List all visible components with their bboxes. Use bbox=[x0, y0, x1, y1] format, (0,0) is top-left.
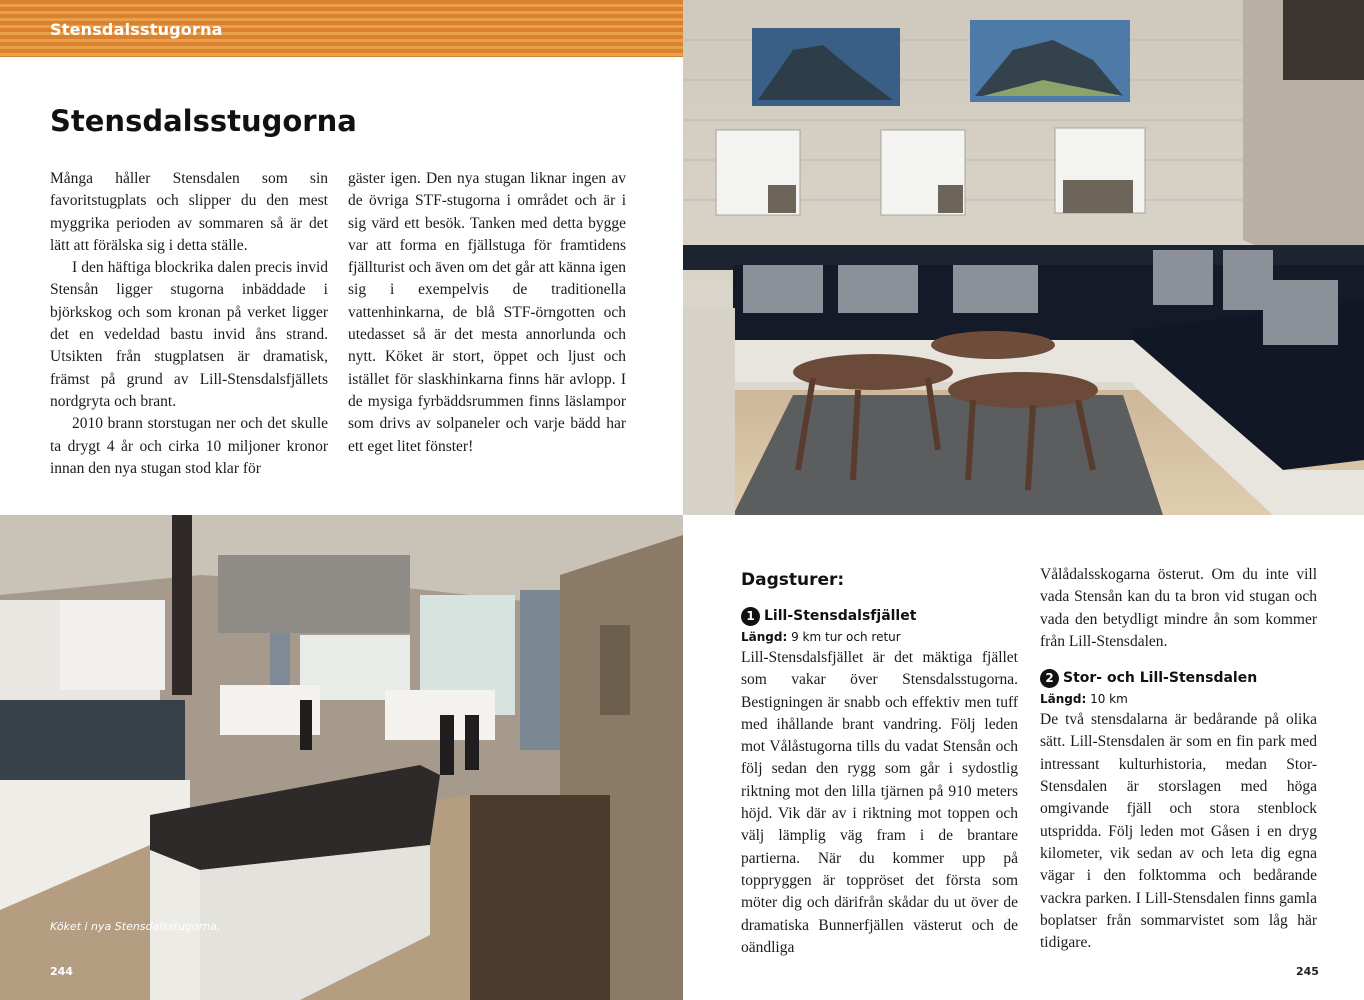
article-column-2 bbox=[348, 168, 626, 458]
paragraph: 2010 brann storstugan ner och det skulle ta drygt 4 år och cirka 10 miljoner kronor innan den nya stugan stod klar för bbox=[50, 415, 328, 477]
trip-number-badge: 2 bbox=[1040, 669, 1059, 688]
chapter-header-label: Stensdalsstugorna bbox=[50, 20, 223, 39]
length-label: Längd: bbox=[1040, 692, 1087, 707]
paragraph: Många håller Stensdalen som sin favoritstugplats och slipper du den mest myggrika perioden av sommaren så är det lätt att förälska sig i detta ställe. bbox=[50, 170, 328, 254]
length-label: Längd: bbox=[741, 630, 788, 644]
trip-title: Stor- och Lill-Stensdalen bbox=[1063, 670, 1258, 687]
page-title: Stensdalsstugorna bbox=[50, 104, 357, 138]
length-value: 9 km tur och retur bbox=[791, 630, 901, 644]
trip-length bbox=[741, 627, 1018, 647]
trip-title: Lill-Stensdalsfjället bbox=[764, 608, 917, 624]
article-column-1 bbox=[50, 168, 328, 480]
trip-description-continued: Vålådalsskogarna österut. Om du inte vill vada Stensån kan du ta bron vid stugan och vada den betydligt mindre ån som kommer från Lill-Stensdalen. bbox=[1040, 566, 1317, 650]
page-number-right: 245 bbox=[1296, 965, 1319, 978]
trip-1-heading bbox=[741, 605, 1018, 627]
trip-length bbox=[1040, 689, 1317, 709]
trip-number-badge: 1 bbox=[741, 607, 760, 626]
trip-description: De två stensdalarna är bedårande på olika sätt. Lill-Stensdalen är som en fin park med intressant kulturhistoria, medan Stor-Stensdalen är storslagen med höga omgivande fjäll och stora stenblock utspridda. Följ leden mot Gåsen i en dryg kilometer, vik sedan av och leta dig egna vägar i den folktomma och bedårande vackra parken. I Lill-Stensdalen finns gamla boplatser från sommarvistet som låg här tidigare. bbox=[1040, 711, 1317, 952]
length-value: 10 km bbox=[1090, 692, 1128, 707]
page-number-left: 244 bbox=[50, 965, 73, 978]
living-room-illustration bbox=[683, 0, 1364, 515]
paragraph: gäster igen. Den nya stugan liknar ingen av de övriga STF-stugorna i området och är i sig värd ett besök. Tanken med detta bygge var att forma en fjällstuga för framtidens fjällturist och även om det går att känna igen sig i exempelvis de traditionella vattenhinkarna, de blå STF-örngotten och utedasset så är det mesta annorlunda och nytt. Köket är stort, öppet och ljust och istället för slaskhinkarna finns här avlopp. I de mysiga fyrbäddsrummen finns läslampor som drivs av solpaneler och varje bädd har ett eget litet fönster! bbox=[348, 170, 626, 455]
daytrips-heading: Dagsturer: bbox=[741, 570, 845, 590]
trip-2-heading bbox=[1040, 667, 1317, 689]
living-room-photo bbox=[683, 0, 1364, 515]
trip-description: Lill-Stensdalsfjället är det mäktiga fjället som vakar över Stensdalsstugorna. Bestigningen är snabb och effektiv men tuff med ihållande brant vandring. Följ leden mot Vålåstugorna tills du vadat Stensån och följ sedan den rygg som går i sydostlig riktning mot den lilla tjärnen på 910 meters höjd. Vik där av i riktning mot toppen och välj lämplig väg fram i de brantare partierna. När du kommer upp på toppryggen är toppröset det första som möter dig och därifrån skådar du ut över de dramatiska Bunnerfjällen västerut och de oändliga bbox=[741, 649, 1018, 956]
daytrips-column-2 bbox=[1040, 564, 1317, 954]
daytrips-column-1 bbox=[741, 605, 1018, 959]
paragraph: I den häftiga blockrika dalen precis invid Stensån ligger stugorna inbäddade i björkskog och som kronan på verket ligger det en vedeldad bastu invid åns strand. Utsikten från stugplatsen är dramatisk, främst på grund av Lill-Stensdalsfjällets nordgryta och brant. bbox=[50, 259, 328, 410]
photo-caption: Köket i nya Stensdalsstugorna. bbox=[50, 920, 221, 933]
